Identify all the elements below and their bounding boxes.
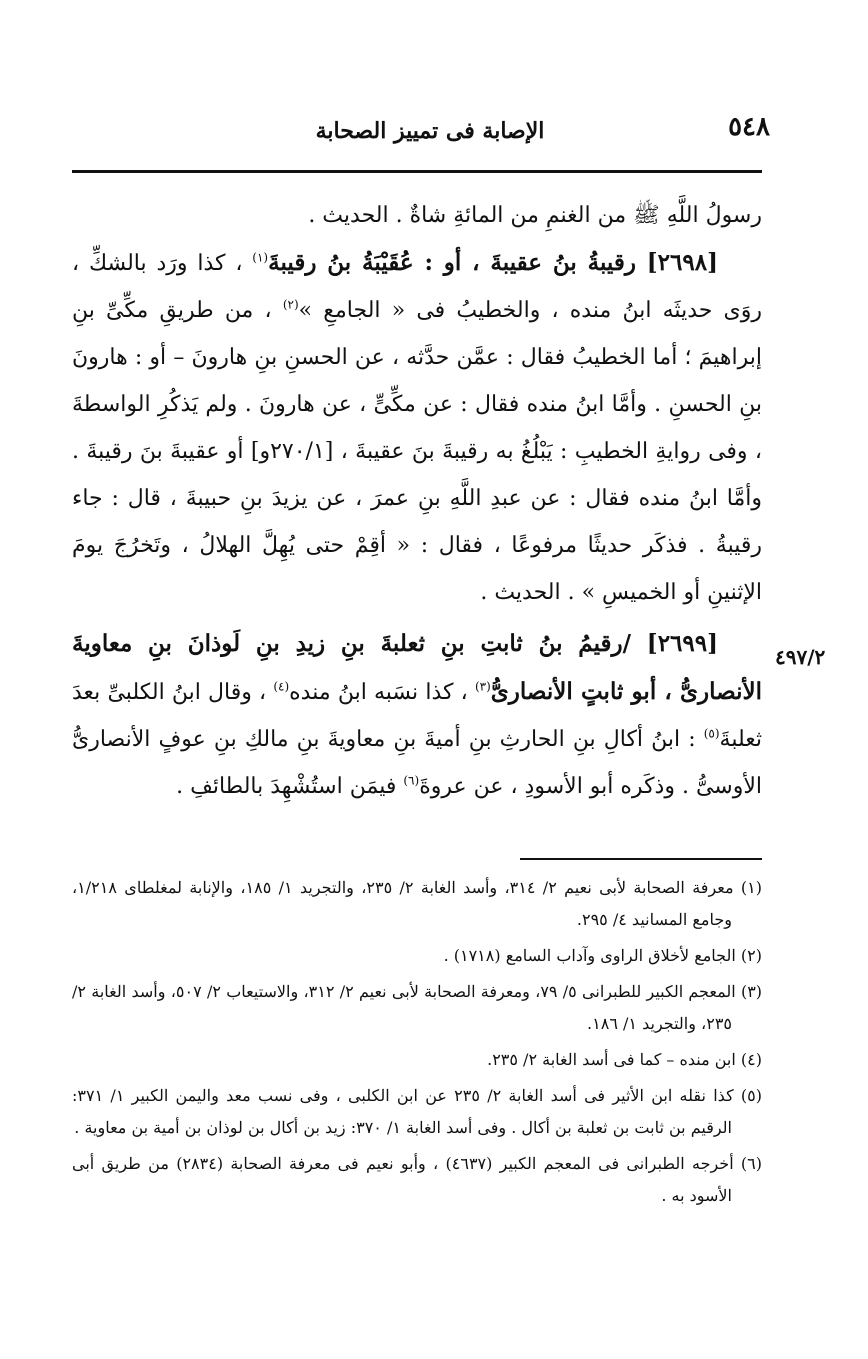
margin-reference: ٤٩٧/٢ <box>775 645 826 669</box>
header-divider <box>72 170 762 173</box>
footnote-5: (٥) كذا نقله ابن الأثير فى أسد الغابة ٢/ ٢٣٥ عن ابن الكلبى ، وفى نسب معد واليمن الكبير ١/ ٣٧١: الرقيم بن ثابت بن ثعلبة بن أكال . وفى أسد الغابة ١/ ٣٧٠: زيد بن أكال بن لوذان بن أمية بن معاوية . <box>72 1086 763 1137</box>
footnote-ref[interactable]: (٤) <box>273 679 290 694</box>
footnote-1: (١) معرفة الصحابة لأبى نعيم ٢/ ٣١٤، وأسد الغابة ٢/ ٢٣٥، والتجريد ١/ ١٨٥، والإنابة لمغلطاى ١/٢١٨، وجامع المسانيد ٤/ ٢٩٥. <box>72 878 762 929</box>
entry-text: ، وقال ابنُ الكلبىِّ بعدَ ثعلبةَ <box>72 680 762 752</box>
footnote-ref[interactable]: (١) <box>252 250 269 265</box>
footnote-ref[interactable]: (٥) <box>703 726 720 741</box>
footnote-ref[interactable]: (٢) <box>282 297 299 312</box>
entry-text: ، كذا نسَبه ابنُ منده <box>289 680 468 705</box>
running-title: الإصابة فى تمييز الصحابة <box>315 118 545 144</box>
entry-text: ، كذا ورَد بالشكِّ ، روَى حديثَه ابنُ منده ، والخطيبُ فى « الجامعِ » <box>72 251 762 323</box>
entry-heading: [٢٦٩٩] /رقيمُ بنُ ثابتِ بنِ ثعلبةَ بنِ زيدِ بنِ لَوذانَ بنِ معاويةَ الأنصارىُّ ، أبو ثابتٍ الأنصارىُّ <box>72 630 763 705</box>
entry-heading: [٢٦٩٨] رقيبةُ بنُ عقيبةَ ، أو : عُقَيْبَةُ بنُ رقيبةَ <box>268 249 718 276</box>
footnotes <box>72 872 762 1216</box>
footnote-ref[interactable]: (٣) <box>474 679 491 694</box>
footnote-ref[interactable]: (٦) <box>403 773 420 788</box>
footnote-6: (٦) أخرجه الطبرانى فى المعجم الكبير (٤٦٣٧) ، وأبو نعيم فى معرفة الصحابة (٢٨٣٤) من طريق أبى الأسود به . <box>72 1154 763 1205</box>
entry-2699 <box>72 620 762 810</box>
paragraph-continuation: رسولُ اللَّهِ ﷺ من الغنمِ من المائةِ شاةٌ . الحديث . <box>308 203 762 228</box>
entry-2698 <box>72 239 762 616</box>
footnote-2: (٢) الجامع لأخلاق الراوى وآداب السامع (١٧١٨) . <box>443 946 762 965</box>
page-number: ٥٤٨ <box>728 112 770 142</box>
entry-text: فيمَن استُشْهِدَ بالطائفِ . <box>176 774 397 799</box>
main-text <box>72 192 762 810</box>
footnote-divider <box>520 858 762 860</box>
entry-text: ، من طريقِ مكِّىِّ بنِ إبراهيمَ ؛ أما الخطيبُ فقال : عمَّن حدَّثه ، عن الحسنِ بنِ هارونَ – أو : هارونَ بنِ الحسنِ . وأمَّا ابنُ منده فقال : عن مكِّىٍّ ، عن هارونَ . ولم يَذكُرِ الواسطةَ ، وفى روايةِ الخطيبِ : يَبْلُغُ به رقيبةَ بنَ عقيبةَ ، [٢٧٠/١و] أو عقيبةَ بنَ رقيبةَ . وأمَّا ابنُ منده فقال : عن عبدِ اللَّهِ بنِ عمرَ ، عن يزيدَ بنِ حبيبةَ ، قال : جاء رقيبةُ . فذكَر حديثًا مرفوعًا ، فقال : « أقِمْ حتى يُهِلَّ الهلالُ ، وتَخرُجَ يومَ الإثنينِ أو الخميسِ » . الحديث . <box>72 298 762 605</box>
footnote-4: (٤) ابن منده – كما فى أسد الغابة ٢/ ٢٣٥. <box>487 1050 762 1069</box>
entry-text: : ابنُ أكالِ بنِ الحارثِ بنِ أميةَ بنِ معاويةَ بنِ مالكِ بنِ عوفٍ الأنصارىُّ الأوسىُّ . وذكَره أبو الأسودِ ، عن عروةَ <box>72 727 762 799</box>
footnote-3: (٣) المعجم الكبير للطبرانى ٥/ ٧٩، ومعرفة الصحابة لأبى نعيم ٢/ ٣١٢، والاستيعاب ٢/ ٥٠٧، وأسد الغابة ٢/ ٢٣٥، والتجريد ١/ ١٨٦. <box>72 982 763 1033</box>
